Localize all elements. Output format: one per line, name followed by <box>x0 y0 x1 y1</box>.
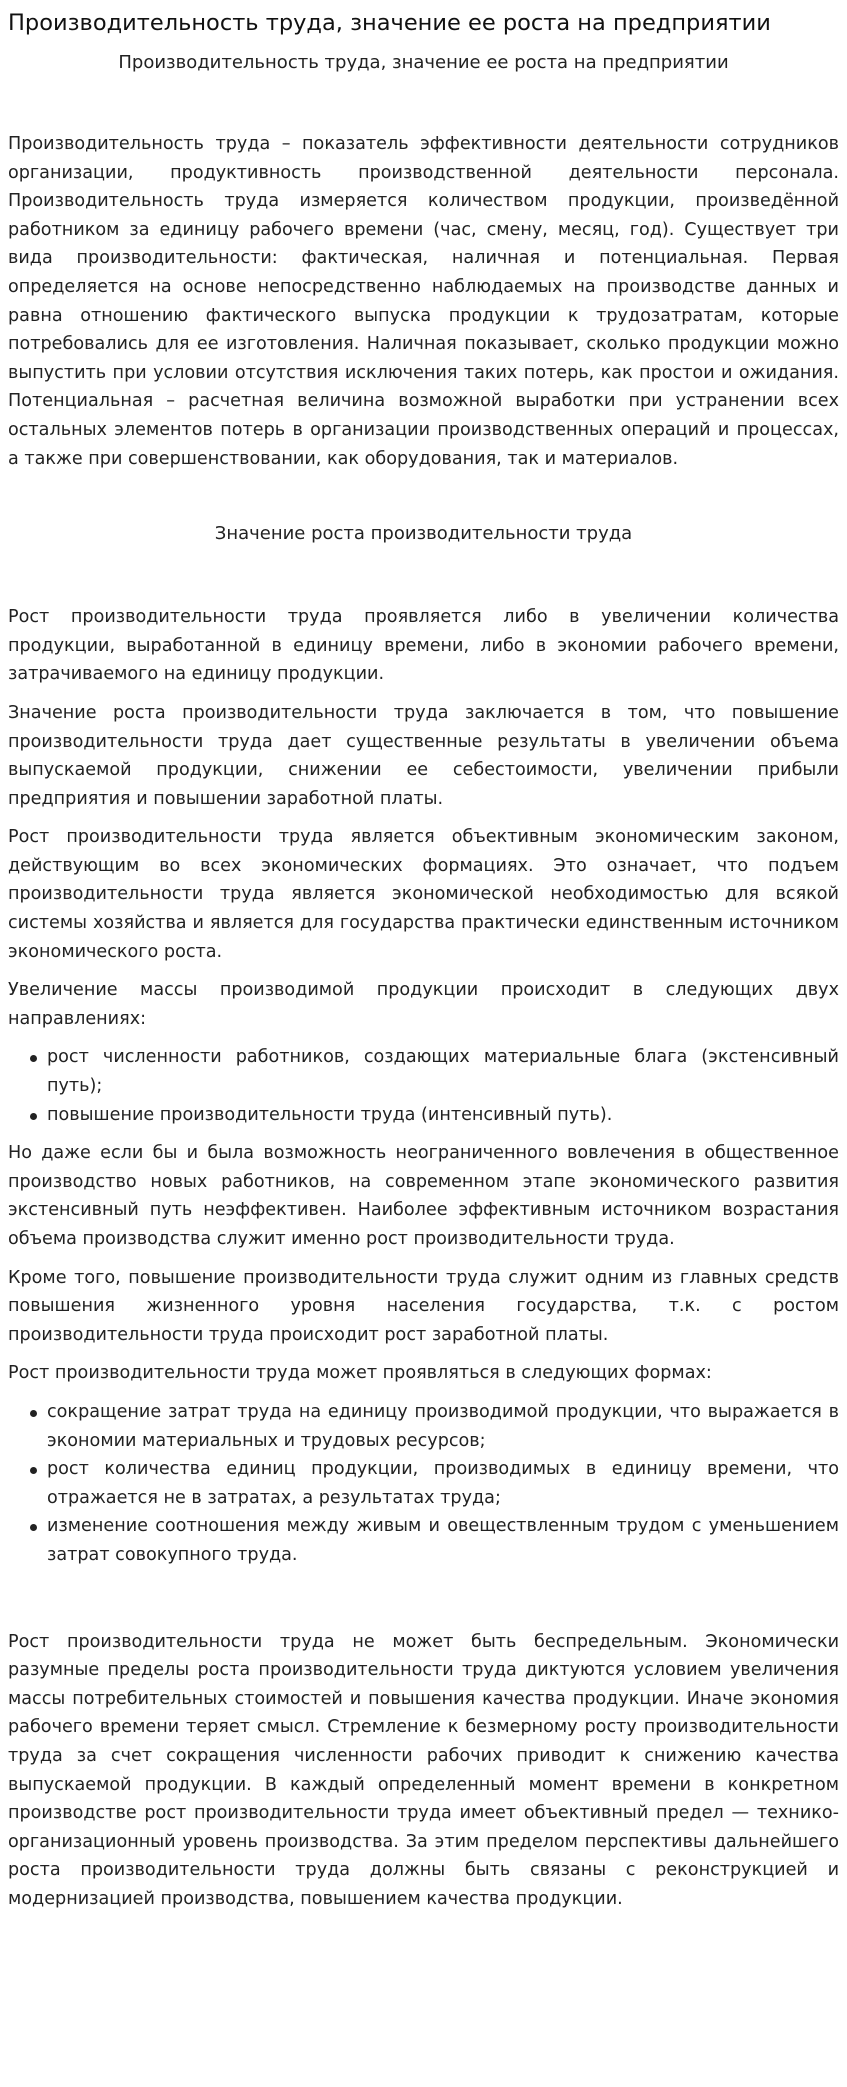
list-item <box>47 1101 839 1130</box>
bullet-icon <box>30 1410 37 1417</box>
growth-paragraph-2: Значение роста производительности труда заключается в том, что повышение производительности труда дает существенные результаты в увеличении объема выпускаемой продукции, снижении ее себестоимости, увеличении прибыли предприятия и повышении заработной платы. <box>8 702 839 809</box>
forms-list <box>8 1398 839 1570</box>
growth-paragraph-4: Увеличение массы производимой продукции происходит в следующих двух направлениях: <box>8 980 839 1029</box>
list-item <box>47 1398 839 1455</box>
list-item-text: рост количества единиц продукции, производимых в единицу времени, что отражается не в затратах, а результатах труда; <box>47 1459 839 1508</box>
page-title: Производительность труда, значение ее роста на предприятии <box>8 10 771 36</box>
article-subtitle: Производительность труда, значение ее роста на предприятии <box>118 52 729 73</box>
growth-paragraph-3: Рост производительности труда является объективным экономическим законом, действующим во всех экономических формациях. Это означает, что подъем производительности труда является экономической необходимостью для всякой системы хозяйства и является для государства практически единственным источником экономического роста. <box>8 827 839 962</box>
list-item <box>47 1043 839 1100</box>
bullet-icon <box>30 1113 37 1120</box>
list-item-text: рост численности работников, создающих материальные блага (экстенсивный путь); <box>47 1047 839 1097</box>
list-item-text: повышение производительности труда (интенсивный путь). <box>47 1104 613 1125</box>
growth-paragraph-8: Рост производительности труда не может быть беспредельным. Экономически разумные пределы роста производительности труда диктуются условием увеличения массы потребительных стоимостей и повышения качества продукции. Иначе экономия рабочего времени теряет смысл. Стремление к безмерному росту производительности труда за счет сокращения численности рабочих приводит к снижению качества выпускаемой продукции. В каждый определенный момент времени в конкретном производстве рост производительности труда имеет объективный предел — технико-организационный уровень производства. За этим пределом перспективы дальнейшего роста производительности труда должны быть связаны с реконструкцией и модернизацией производства, повышением качества продукции. <box>8 1631 839 1909</box>
list-item-text: изменение соотношения между живым и овеществленным трудом с уменьшением затрат совокупного труда. <box>47 1516 839 1565</box>
section-heading: Значение роста производительности труда <box>214 523 633 545</box>
list-item-text: сокращение затрат труда на единицу производимой продукции, что выражается в экономии материальных и трудовых ресурсов; <box>47 1401 839 1451</box>
bullet-icon <box>30 1524 37 1531</box>
growth-paragraph-6: Кроме того, повышение производительности труда служит одним из главных средств повышения жизненного уровня населения государства, т.к. с ростом производительности труда происходит рост заработной платы. <box>8 1267 839 1345</box>
growth-paragraph-5: Но даже если бы и была возможность неограниченного вовлечения в общественное производство новых работников, на современном этапе экономического развития экстенсивный путь неэффективен. Наиболее эффективным источником возрастания объема производства служит именно рост производительности труда. <box>8 1143 839 1249</box>
article-body <box>8 130 839 1913</box>
list-item <box>47 1512 839 1569</box>
directions-list <box>8 1043 839 1129</box>
intro-paragraph: Производительность труда – показатель эффективности деятельности сотрудников организации, продуктивность производственной деятельности персонала. Производительность труда измеряется количеством продукции, произведённой работником за единицу рабочего времени (час, смену, месяц, год). Существует три вида производительности: фактическая, наличная и потенциальная. Первая определяется на основе непосредственно наблюдаемых на производстве данных и равна отношению фактического выпуска продукции к трудозатратам, которые потребовались для ее изготовления. Наличная показывает, сколько продукции можно выпустить при условии отсутствия исключения таких потерь, как простои и ожидания. Потенциальная – расчетная величина возможной выработки при устранении всех остальных элементов потерь в организации производственных операций и процессах, а также при совершенствовании, как оборудования, так и материалов. <box>8 134 839 469</box>
list-item <box>47 1455 839 1512</box>
growth-paragraph-1: Рост производительности труда проявляется либо в увеличении количества продукции, выработанной в единицу времени, либо в экономии рабочего времени, затрачиваемого на единицу продукции. <box>8 607 839 685</box>
growth-paragraph-7: Рост производительности труда может проявляться в следующих формах: <box>8 1363 712 1384</box>
bullet-icon <box>30 1467 37 1474</box>
bullet-icon <box>30 1055 37 1062</box>
